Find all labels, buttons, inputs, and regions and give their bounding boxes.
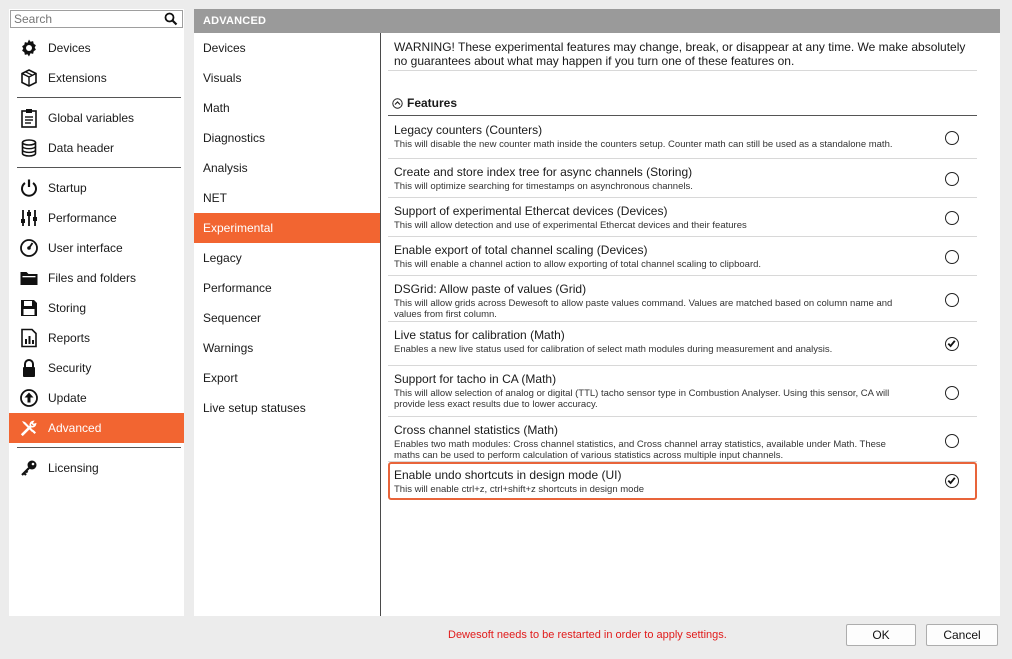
settings-panel bbox=[194, 9, 1000, 616]
sidebar-item-performance[interactable] bbox=[9, 203, 184, 233]
sidebar-item-label: Advanced bbox=[48, 421, 102, 435]
feature-row bbox=[388, 322, 977, 366]
sidebar-item-label: Licensing bbox=[48, 461, 99, 475]
cancel-button[interactable]: Cancel bbox=[926, 624, 998, 646]
feature-toggle-checked[interactable] bbox=[945, 337, 959, 351]
feature-title: Enable export of total channel scaling (Devices) bbox=[394, 243, 648, 257]
warning-text: WARNING! These experimental features may change, break, or disappear at any time. We make absolutely no guarantees about what may happen if you turn one of these features on. bbox=[394, 40, 966, 68]
subnav-item-export[interactable]: Export bbox=[203, 371, 238, 385]
feature-toggle[interactable] bbox=[945, 293, 959, 307]
power-icon bbox=[19, 178, 39, 198]
feature-description: This will enable a channel action to allow exporting of total channel scaling to clipboard. bbox=[394, 259, 762, 270]
feature-row bbox=[388, 462, 977, 500]
feature-toggle[interactable] bbox=[945, 250, 959, 264]
sidebar-item-label: User interface bbox=[48, 241, 123, 255]
feature-description: This will enable ctrl+z, ctrl+shift+z shortcuts in design mode bbox=[394, 484, 645, 495]
checkmark-icon bbox=[947, 476, 956, 485]
sidebar-item-storing[interactable] bbox=[9, 293, 184, 323]
sidebar-divider bbox=[9, 443, 184, 453]
feature-description: This will optimize searching for timestamps on asynchronous channels. bbox=[394, 181, 693, 192]
sidebar-item-label: Devices bbox=[48, 41, 91, 55]
feature-title: Support for tacho in CA (Math) bbox=[394, 372, 557, 386]
sidebar-item-global-variables[interactable] bbox=[9, 103, 184, 133]
feature-title: Create and store index tree for async channels (Storing) bbox=[394, 165, 693, 179]
gear-icon bbox=[19, 38, 39, 58]
key-icon bbox=[19, 458, 39, 478]
sidebar-item-reports[interactable] bbox=[9, 323, 184, 353]
sidebar-item-startup[interactable] bbox=[9, 173, 184, 203]
feature-title: Legacy counters (Counters) bbox=[394, 123, 543, 137]
feature-title: DSGrid: Allow paste of values (Grid) bbox=[394, 282, 587, 296]
sidebar-item-data-header[interactable] bbox=[9, 133, 184, 163]
subnav-item-performance[interactable]: Performance bbox=[203, 281, 272, 295]
search-input[interactable] bbox=[11, 11, 161, 27]
feature-description: This will disable the new counter math inside the counters setup. Counter math can still be used as a standalone math. bbox=[394, 139, 893, 150]
feature-row bbox=[388, 198, 977, 237]
sidebar-item-label: Extensions bbox=[48, 71, 107, 85]
sidebar-item-user-interface[interactable] bbox=[9, 233, 184, 263]
subnav-item-live-setup-statuses[interactable]: Live setup statuses bbox=[203, 401, 306, 415]
feature-description: This will allow detection and use of experimental Ethercat devices and their features bbox=[394, 220, 747, 231]
sidebar-item-label: Reports bbox=[48, 331, 91, 345]
feature-toggle-checked[interactable] bbox=[945, 474, 959, 488]
search-icon[interactable] bbox=[164, 12, 178, 26]
subnav-item-diagnostics[interactable]: Diagnostics bbox=[203, 131, 266, 145]
sidebar-nav bbox=[9, 33, 184, 483]
divider bbox=[388, 70, 977, 71]
clipboard-icon bbox=[19, 108, 39, 128]
feature-description: Enables a new live status used for calibration of select math modules during measurement and analysis. bbox=[394, 344, 833, 355]
feature-row bbox=[388, 417, 977, 462]
feature-toggle[interactable] bbox=[945, 434, 959, 448]
feature-toggle[interactable] bbox=[945, 211, 959, 225]
cube-icon bbox=[19, 68, 39, 88]
feature-title: Enable undo shortcuts in design mode (UI) bbox=[394, 468, 622, 482]
sidebar-divider bbox=[9, 93, 184, 103]
feature-title: Support of experimental Ethercat devices (Devices) bbox=[394, 204, 668, 218]
subnav-item-math[interactable]: Math bbox=[203, 101, 230, 115]
feature-title: Cross channel statistics (Math) bbox=[394, 423, 559, 437]
sliders-icon bbox=[19, 208, 39, 228]
feature-description: This will allow selection of analog or digital (TTL) tacho sensor type in Combustion Analyser. Using this sensor, CA will provide less exact results due to lower accuracy. bbox=[394, 388, 890, 410]
feature-row bbox=[388, 117, 977, 159]
sidebar-item-devices[interactable] bbox=[9, 33, 184, 63]
subnav-item-analysis[interactable]: Analysis bbox=[203, 161, 248, 175]
subnav-item-experimental[interactable]: Experimental bbox=[194, 213, 380, 243]
lock-icon bbox=[19, 358, 39, 378]
sidebar-item-label: Data header bbox=[48, 141, 115, 155]
subnav-item-devices[interactable]: Devices bbox=[203, 41, 246, 55]
experimental-content bbox=[382, 33, 1000, 616]
features-heading: Features bbox=[407, 96, 458, 110]
sidebar-item-advanced[interactable] bbox=[9, 413, 184, 443]
collapse-icon[interactable] bbox=[392, 98, 403, 109]
tools-icon bbox=[19, 418, 39, 438]
folder-icon bbox=[19, 268, 39, 288]
sidebar-item-label: Update bbox=[48, 391, 87, 405]
subnav-item-sequencer[interactable]: Sequencer bbox=[203, 311, 262, 325]
features-section-header[interactable] bbox=[392, 95, 457, 111]
floppy-icon bbox=[19, 298, 39, 318]
panel-title: ADVANCED bbox=[194, 9, 1000, 33]
database-icon bbox=[19, 138, 39, 158]
feature-row bbox=[388, 159, 977, 198]
feature-row bbox=[388, 276, 977, 322]
sidebar-item-security[interactable] bbox=[9, 353, 184, 383]
subnav-item-net[interactable]: NET bbox=[203, 191, 227, 205]
sidebar-item-label: Security bbox=[48, 361, 92, 375]
sidebar-item-label: Global variables bbox=[48, 111, 135, 125]
feature-toggle[interactable] bbox=[945, 386, 959, 400]
gauge-icon bbox=[19, 238, 39, 258]
search-box[interactable] bbox=[10, 10, 183, 28]
sidebar-item-update[interactable] bbox=[9, 383, 184, 413]
feature-description: This will allow grids across Dewesoft to allow paste values command. Values are matched based on column name and values from first column. bbox=[394, 298, 893, 320]
restart-notice: Dewesoft needs to be restarted in order to apply settings. bbox=[448, 629, 727, 641]
feature-toggle[interactable] bbox=[945, 131, 959, 145]
sidebar-item-label: Storing bbox=[48, 301, 87, 315]
feature-description: Enables two math modules: Cross channel statistics, and Cross channel array statistics, available under Math. These maths can be used to perform calculation of various statistics across multiple input channels. bbox=[394, 439, 886, 461]
sidebar-item-files-and-folders[interactable] bbox=[9, 263, 184, 293]
feature-toggle[interactable] bbox=[945, 172, 959, 186]
sidebar-item-licensing[interactable] bbox=[9, 453, 184, 483]
subnav-item-visuals[interactable]: Visuals bbox=[203, 71, 242, 85]
feature-row bbox=[388, 366, 977, 417]
divider bbox=[388, 115, 977, 116]
sidebar-divider bbox=[9, 163, 184, 173]
feature-row bbox=[388, 237, 977, 276]
sidebar-item-extensions[interactable] bbox=[9, 63, 184, 93]
sidebar-item-label: Files and folders bbox=[48, 271, 137, 285]
ok-button[interactable]: OK bbox=[846, 624, 916, 646]
feature-title: Live status for calibration (Math) bbox=[394, 328, 565, 342]
subnav-item-warnings[interactable]: Warnings bbox=[203, 341, 254, 355]
settings-sidebar bbox=[9, 9, 184, 616]
subnav-item-legacy[interactable]: Legacy bbox=[203, 251, 242, 265]
sidebar-item-label: Startup bbox=[48, 181, 87, 195]
report-icon bbox=[19, 328, 39, 348]
sub-navigation bbox=[194, 33, 381, 616]
checkmark-icon bbox=[947, 339, 956, 348]
update-icon bbox=[19, 388, 39, 408]
sidebar-item-label: Performance bbox=[48, 211, 117, 225]
